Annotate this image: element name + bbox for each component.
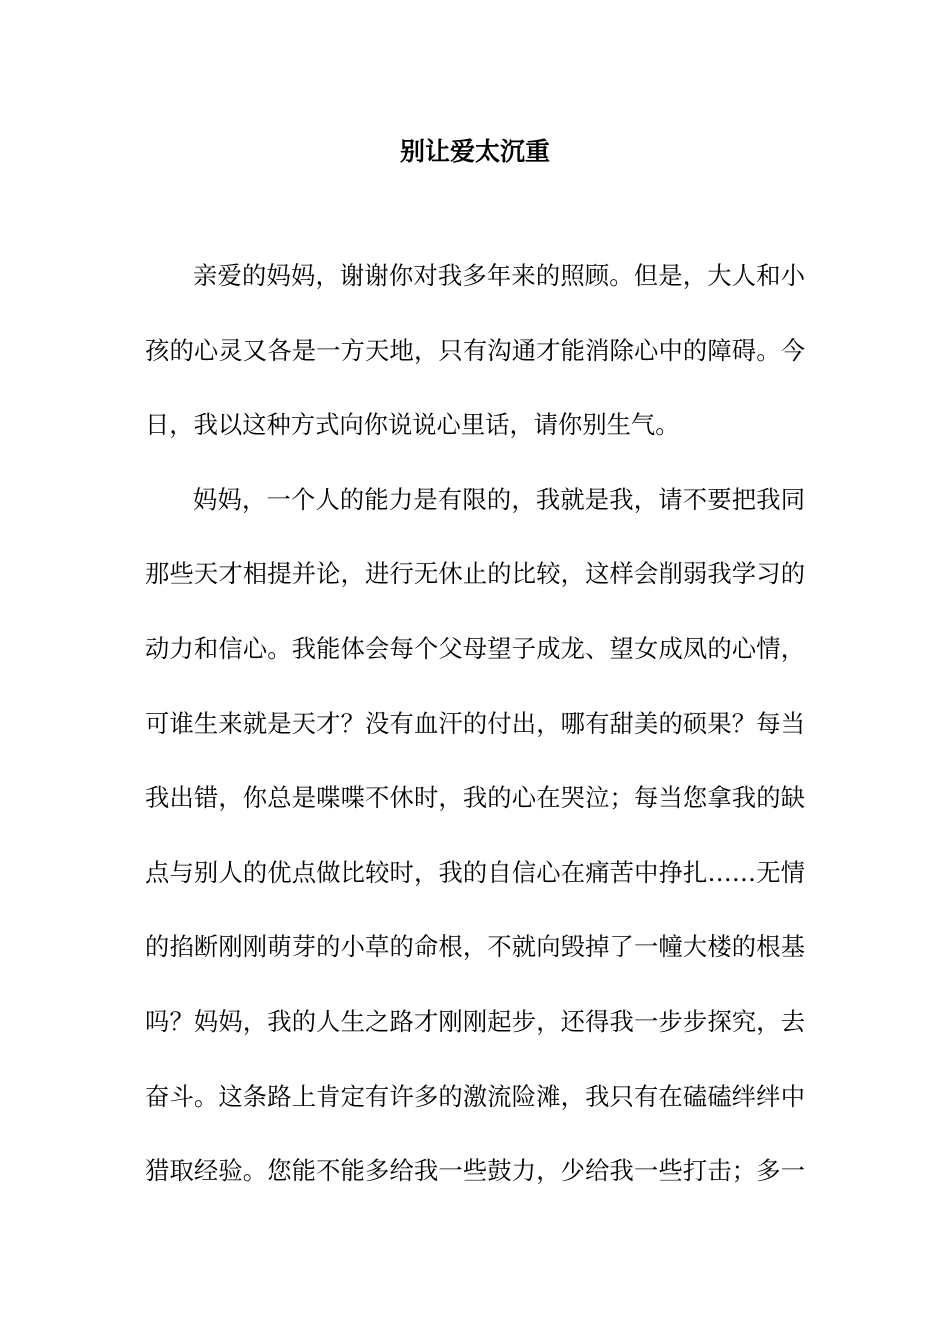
text-line: 亲爱的妈妈，谢谢你对我多年来的照顾。但是，大人和小 <box>193 261 805 290</box>
text-line: 日，我以这种方式向你说说心里话，请你别生气。 <box>145 410 680 440</box>
text-line: 我出错，你总是喋喋不休时，我的心在哭泣；每当您拿我的缺 <box>145 783 805 813</box>
text-line: 的掐断刚刚萌芽的小草的命根，不就向毁掉了一幢大楼的根基 <box>145 932 805 962</box>
text-line: 妈妈，一个人的能力是有限的，我就是我，请不要把我同 <box>193 484 805 514</box>
text-line: 动力和信心。我能体会每个父母望子成龙、望女成凤的心情， <box>145 633 805 663</box>
document-title: 别让爱太沉重 <box>399 137 550 166</box>
text-line: 吗？妈妈，我的人生之路才刚刚起步，还得我一步步探究，去 <box>145 1006 805 1036</box>
text-line: 那些天才相提并论，进行无休止的比较，这样会削弱我学习的 <box>145 559 805 589</box>
text-line: 点与别人的优点做比较时，我的自信心在痛苦中挣扎……无情 <box>145 857 805 887</box>
text-line: 可谁生来就是天才？没有血汗的付出，哪有甜美的硕果？每当 <box>145 708 805 738</box>
text-line: 孩的心灵又各是一方天地，只有沟通才能消除心中的障碍。今 <box>145 335 805 365</box>
text-line: 猎取经验。您能不能多给我一些鼓力，少给我一些打击；多一 <box>145 1156 805 1186</box>
text-line: 奋斗。这条路上肯定有许多的激流险滩，我只有在磕磕绊绊中 <box>145 1081 805 1111</box>
document-body <box>145 258 805 1228</box>
